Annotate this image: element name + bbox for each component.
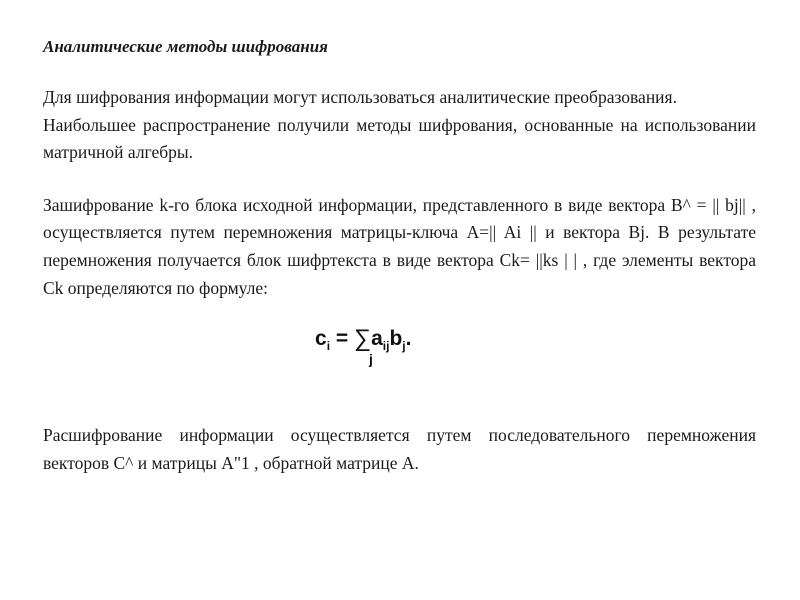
formula-b-subscript: j	[402, 339, 406, 354]
document-title: Аналитические методы шифрования	[43, 37, 328, 56]
encryption-formula	[315, 324, 412, 368]
paragraph-encryption: Зашифрование k-го блока исходной информации, представленного в виде вектора B^ = || bj|| , осуществляется путем перемножения матрицы-ключа A=|| Ai || и вектора Bj. В результате перемножения получается блок шифртекста в виде вектора Ck= ||ks | | , где элементы вектора Ck определяются по формуле:	[43, 194, 756, 298]
spacer	[43, 167, 756, 192]
sum-index: j	[369, 351, 373, 368]
sum-symbol: ∑	[353, 325, 372, 353]
formula-block	[43, 302, 756, 422]
formula-a-subscript: ij	[382, 339, 390, 354]
formula-c-subscript: i	[326, 339, 331, 354]
paragraph-matrix-algebra: Наибольшее распространение получили методы шифрования, основанные на использовании матричной алгебры.	[43, 114, 756, 163]
formula-a: a	[371, 327, 383, 351]
paragraph-intro: Для шифрования информации могут использоваться аналитические преобразования.	[43, 87, 677, 107]
paragraph-decryption: Расшифрование информации осуществляется путем последовательного перемножения векторов C^ и матрицы A"1 , обратной матрице A.	[43, 425, 756, 473]
spacer	[43, 58, 756, 84]
formula-c: c	[315, 327, 327, 351]
document-page	[43, 36, 756, 477]
formula-equals: =	[330, 327, 354, 351]
formula-b: b	[389, 327, 403, 351]
formula-period: .	[405, 327, 412, 351]
